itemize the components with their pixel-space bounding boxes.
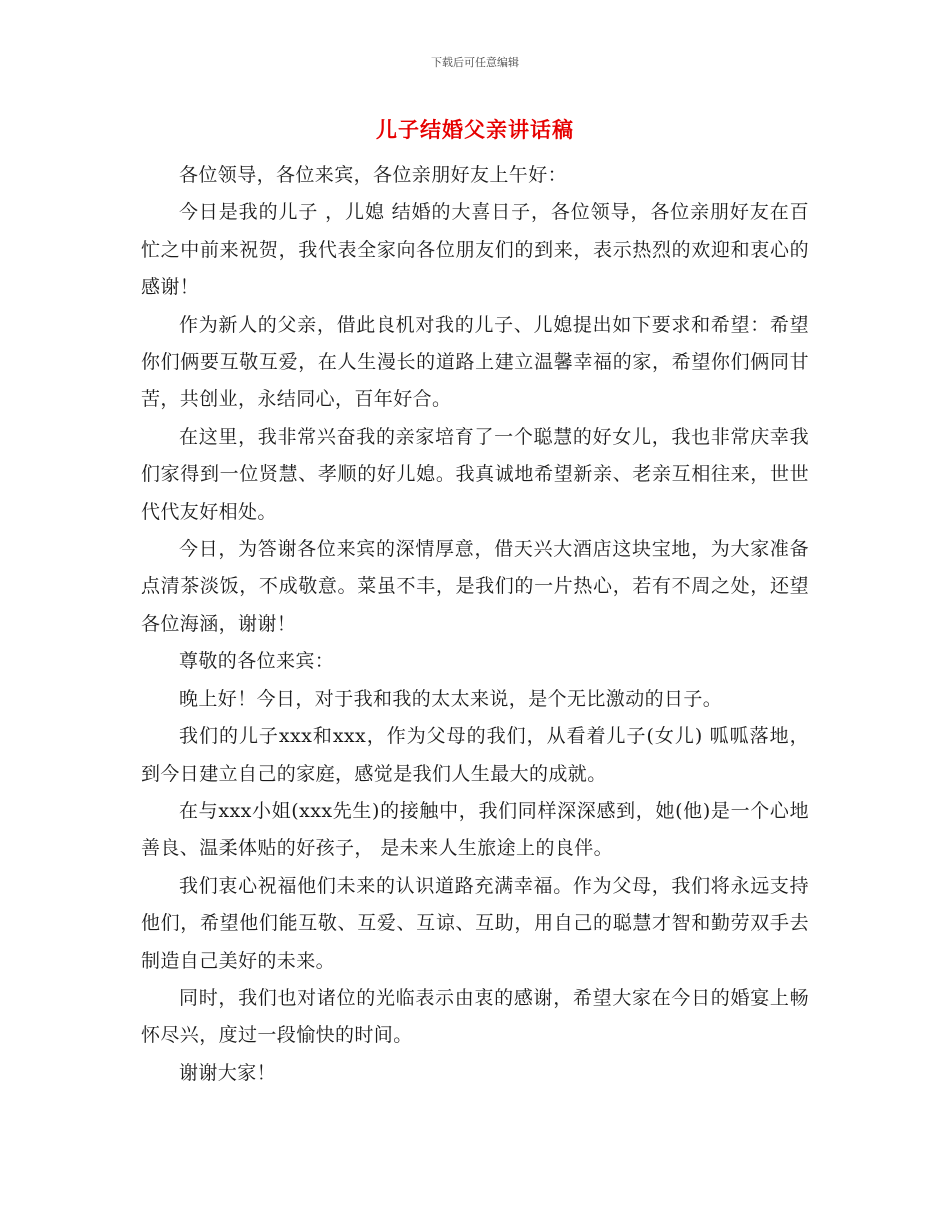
- document-title: 儿子结婚父亲讲话稿: [376, 118, 574, 142]
- header-note: 下载后可任意编辑: [431, 56, 519, 69]
- paragraph-partner: 在与xxx小姐(xxx先生)的接触中，我们同样深深感到，她(他)是一个心地善良、温柔体贴的好孩子， 是未来人生旅途上的良伴。: [141, 799, 809, 860]
- paragraph-greeting-guests: 尊敬的各位来宾：: [179, 650, 335, 673]
- paragraph-father-wishes: 作为新人的父亲，借此良机对我的儿子、儿媳提出如下要求和希望：希望你们俩要互敬互爱，在人生漫长的道路上建立温馨幸福的家，希望你们俩同甘苦，共创业，永结同心，百年好合。: [141, 313, 809, 411]
- paragraph-wedding-day: 今日是我的儿子 ，儿媳 结婚的大喜日子，各位领导，各位亲朋好友在百忙之中前来祝贺，我代表全家向各位朋友们的到来，表示热烈的欢迎和衷心的感谢！: [141, 201, 809, 299]
- paragraph-in-laws: 在这里，我非常兴奋我的亲家培育了一个聪慧的好女儿，我也非常庆幸我们家得到一位贤慧、孝顺的好儿媳。我真诚地希望新亲、老亲互相往来，世世代代友好相处。: [141, 425, 809, 523]
- paragraph-greeting-morning: 各位领导，各位来宾，各位亲朋好友上午好：: [179, 164, 568, 186]
- paragraph-son: 我们的儿子xxx和xxx，作为父母的我们，从看着儿子(女儿) 呱呱落地，到今日建立自己的家庭，感觉是我们人生最大的成就。: [141, 725, 809, 785]
- paragraph-thanks-banquet: 今日，为答谢各位来宾的深情厚意，借天兴大酒店这块宝地，为大家准备点清茶淡饭，不成敬意。菜虽不丰，是我们的一片热心，若有不周之处，还望各位海涵，谢谢！: [141, 538, 809, 635]
- document-body: [141, 157, 809, 1092]
- paragraph-gratitude: 同时，我们也对诸位的光临表示由衷的感谢，希望大家在今日的婚宴上畅怀尽兴，度过一段愉快的时间。: [141, 986, 809, 1047]
- paragraph-closing: 谢谢大家！: [179, 1061, 277, 1084]
- paragraph-blessing: 我们衷心祝福他们未来的认识道路充满幸福。作为父母，我们将永远支持他们，希望他们能互敬、互爱、互谅、互助，用自己的聪慧才智和勤劳双手去制造自己美好的未来。: [141, 874, 809, 972]
- paragraph-evening: 晚上好！今日，对于我和我的太太来说，是个无比激动的日子。: [179, 687, 723, 710]
